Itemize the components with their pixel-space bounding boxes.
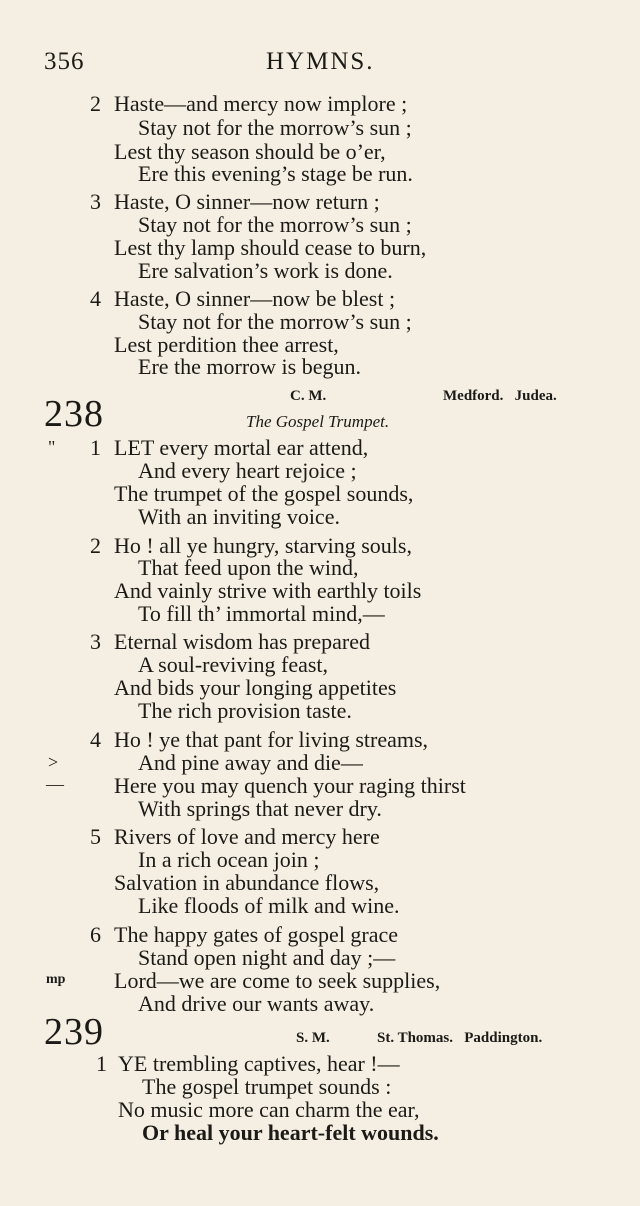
hymn-number: 239 bbox=[44, 1011, 104, 1053]
stanza-number: 4 bbox=[90, 286, 101, 311]
hymn-line: The happy gates of gospel grace bbox=[114, 922, 399, 947]
hymn-line: With springs that never dry. bbox=[138, 796, 382, 821]
hymn-line: Lord—we are come to seek supplies, bbox=[114, 968, 441, 993]
hymn-line: Lest perdition thee arrest, bbox=[114, 332, 339, 357]
hymn-line: Ere this evening’s stage be run. bbox=[138, 161, 413, 186]
hymn-title: The Gospel Trumpet. bbox=[246, 412, 390, 431]
hymn-line: Stay not for the morrow’s sun ; bbox=[138, 212, 412, 237]
dynamic-mark: " bbox=[48, 437, 56, 457]
hymn-line: Stand open night and day ;— bbox=[138, 945, 396, 970]
hymn-line: Salvation in abundance flows, bbox=[114, 870, 380, 895]
hymn-line: In a rich ocean join ; bbox=[138, 847, 320, 872]
hymn-line: That feed upon the wind, bbox=[138, 555, 359, 580]
tune-names: Medford. Judea. bbox=[443, 388, 557, 404]
dynamic-mark: — bbox=[46, 774, 64, 794]
stanza-number: 2 bbox=[90, 91, 101, 116]
hymn-line: Eternal wisdom has prepared bbox=[114, 629, 370, 654]
hymn-line: YE trembling captives, hear !— bbox=[118, 1051, 400, 1076]
hymn-line: Ho ! all ye hungry, starving souls, bbox=[114, 533, 412, 558]
dynamic-mark: > bbox=[48, 752, 59, 772]
hymn-line: Haste, O sinner—now be blest ; bbox=[114, 286, 396, 311]
page-number: 356 bbox=[44, 48, 85, 75]
hymn-line: And bids your longing appetites bbox=[114, 675, 397, 700]
hymn-line: Ere salvation’s work is done. bbox=[138, 258, 393, 283]
hymn-line: To fill th’ immortal mind,— bbox=[138, 601, 385, 626]
stanza-number: 5 bbox=[90, 824, 101, 849]
dynamic-mark: mp bbox=[46, 972, 66, 987]
hymn-line: Haste—and mercy now implore ; bbox=[114, 91, 408, 116]
stanza-number: 3 bbox=[90, 629, 101, 654]
hymn-line: Lest thy season should be o’er, bbox=[114, 139, 386, 164]
meter: C. M. bbox=[290, 388, 327, 404]
hymn-line: Stay not for the morrow’s sun ; bbox=[138, 309, 412, 334]
hymn-line: Haste, O sinner—now return ; bbox=[114, 189, 380, 214]
hymn-line: With an inviting voice. bbox=[138, 504, 340, 529]
running-title: HYMNS. bbox=[266, 48, 375, 75]
hymn-line: Or heal your heart-felt wounds. bbox=[142, 1120, 439, 1145]
hymn-line: And drive our wants away. bbox=[138, 991, 375, 1016]
hymn-line: A soul-reviving feast, bbox=[138, 652, 329, 677]
hymn-line: The gospel trumpet sounds : bbox=[142, 1074, 392, 1099]
hymn-line: No music more can charm the ear, bbox=[118, 1097, 420, 1122]
hymn-line: Like floods of milk and wine. bbox=[138, 893, 400, 918]
stanza-number: 4 bbox=[90, 727, 101, 752]
hymn-line: The trumpet of the gospel sounds, bbox=[114, 481, 414, 506]
meter: S. M. bbox=[296, 1030, 330, 1046]
hymn-line: Rivers of love and mercy here bbox=[114, 824, 380, 849]
stanza-number: 1 bbox=[96, 1051, 107, 1076]
stanza-number: 1 bbox=[90, 435, 101, 460]
hymn-line: Ere the morrow is begun. bbox=[138, 354, 361, 379]
hymn-line: And every heart rejoice ; bbox=[138, 458, 357, 483]
hymn-line: Stay not for the morrow’s sun ; bbox=[138, 115, 412, 140]
stanza-number: 3 bbox=[90, 189, 101, 214]
hymn-number: 238 bbox=[44, 393, 104, 435]
hymn-line: Ho ! ye that pant for living streams, bbox=[114, 727, 429, 752]
hymn-line: And pine away and die— bbox=[138, 750, 363, 775]
hymn-line: And vainly strive with earthly toils bbox=[114, 578, 422, 603]
hymn-line: LET every mortal ear attend, bbox=[114, 435, 369, 460]
hymn-line: Here you may quench your raging thirst bbox=[114, 773, 466, 798]
stanza-number: 6 bbox=[90, 922, 101, 947]
hymn-line: Lest thy lamp should cease to burn, bbox=[114, 235, 427, 260]
hymn-line: The rich provision taste. bbox=[138, 698, 352, 723]
stanza-number: 2 bbox=[90, 533, 101, 558]
tune-names: St. Thomas. Paddington. bbox=[377, 1030, 543, 1046]
